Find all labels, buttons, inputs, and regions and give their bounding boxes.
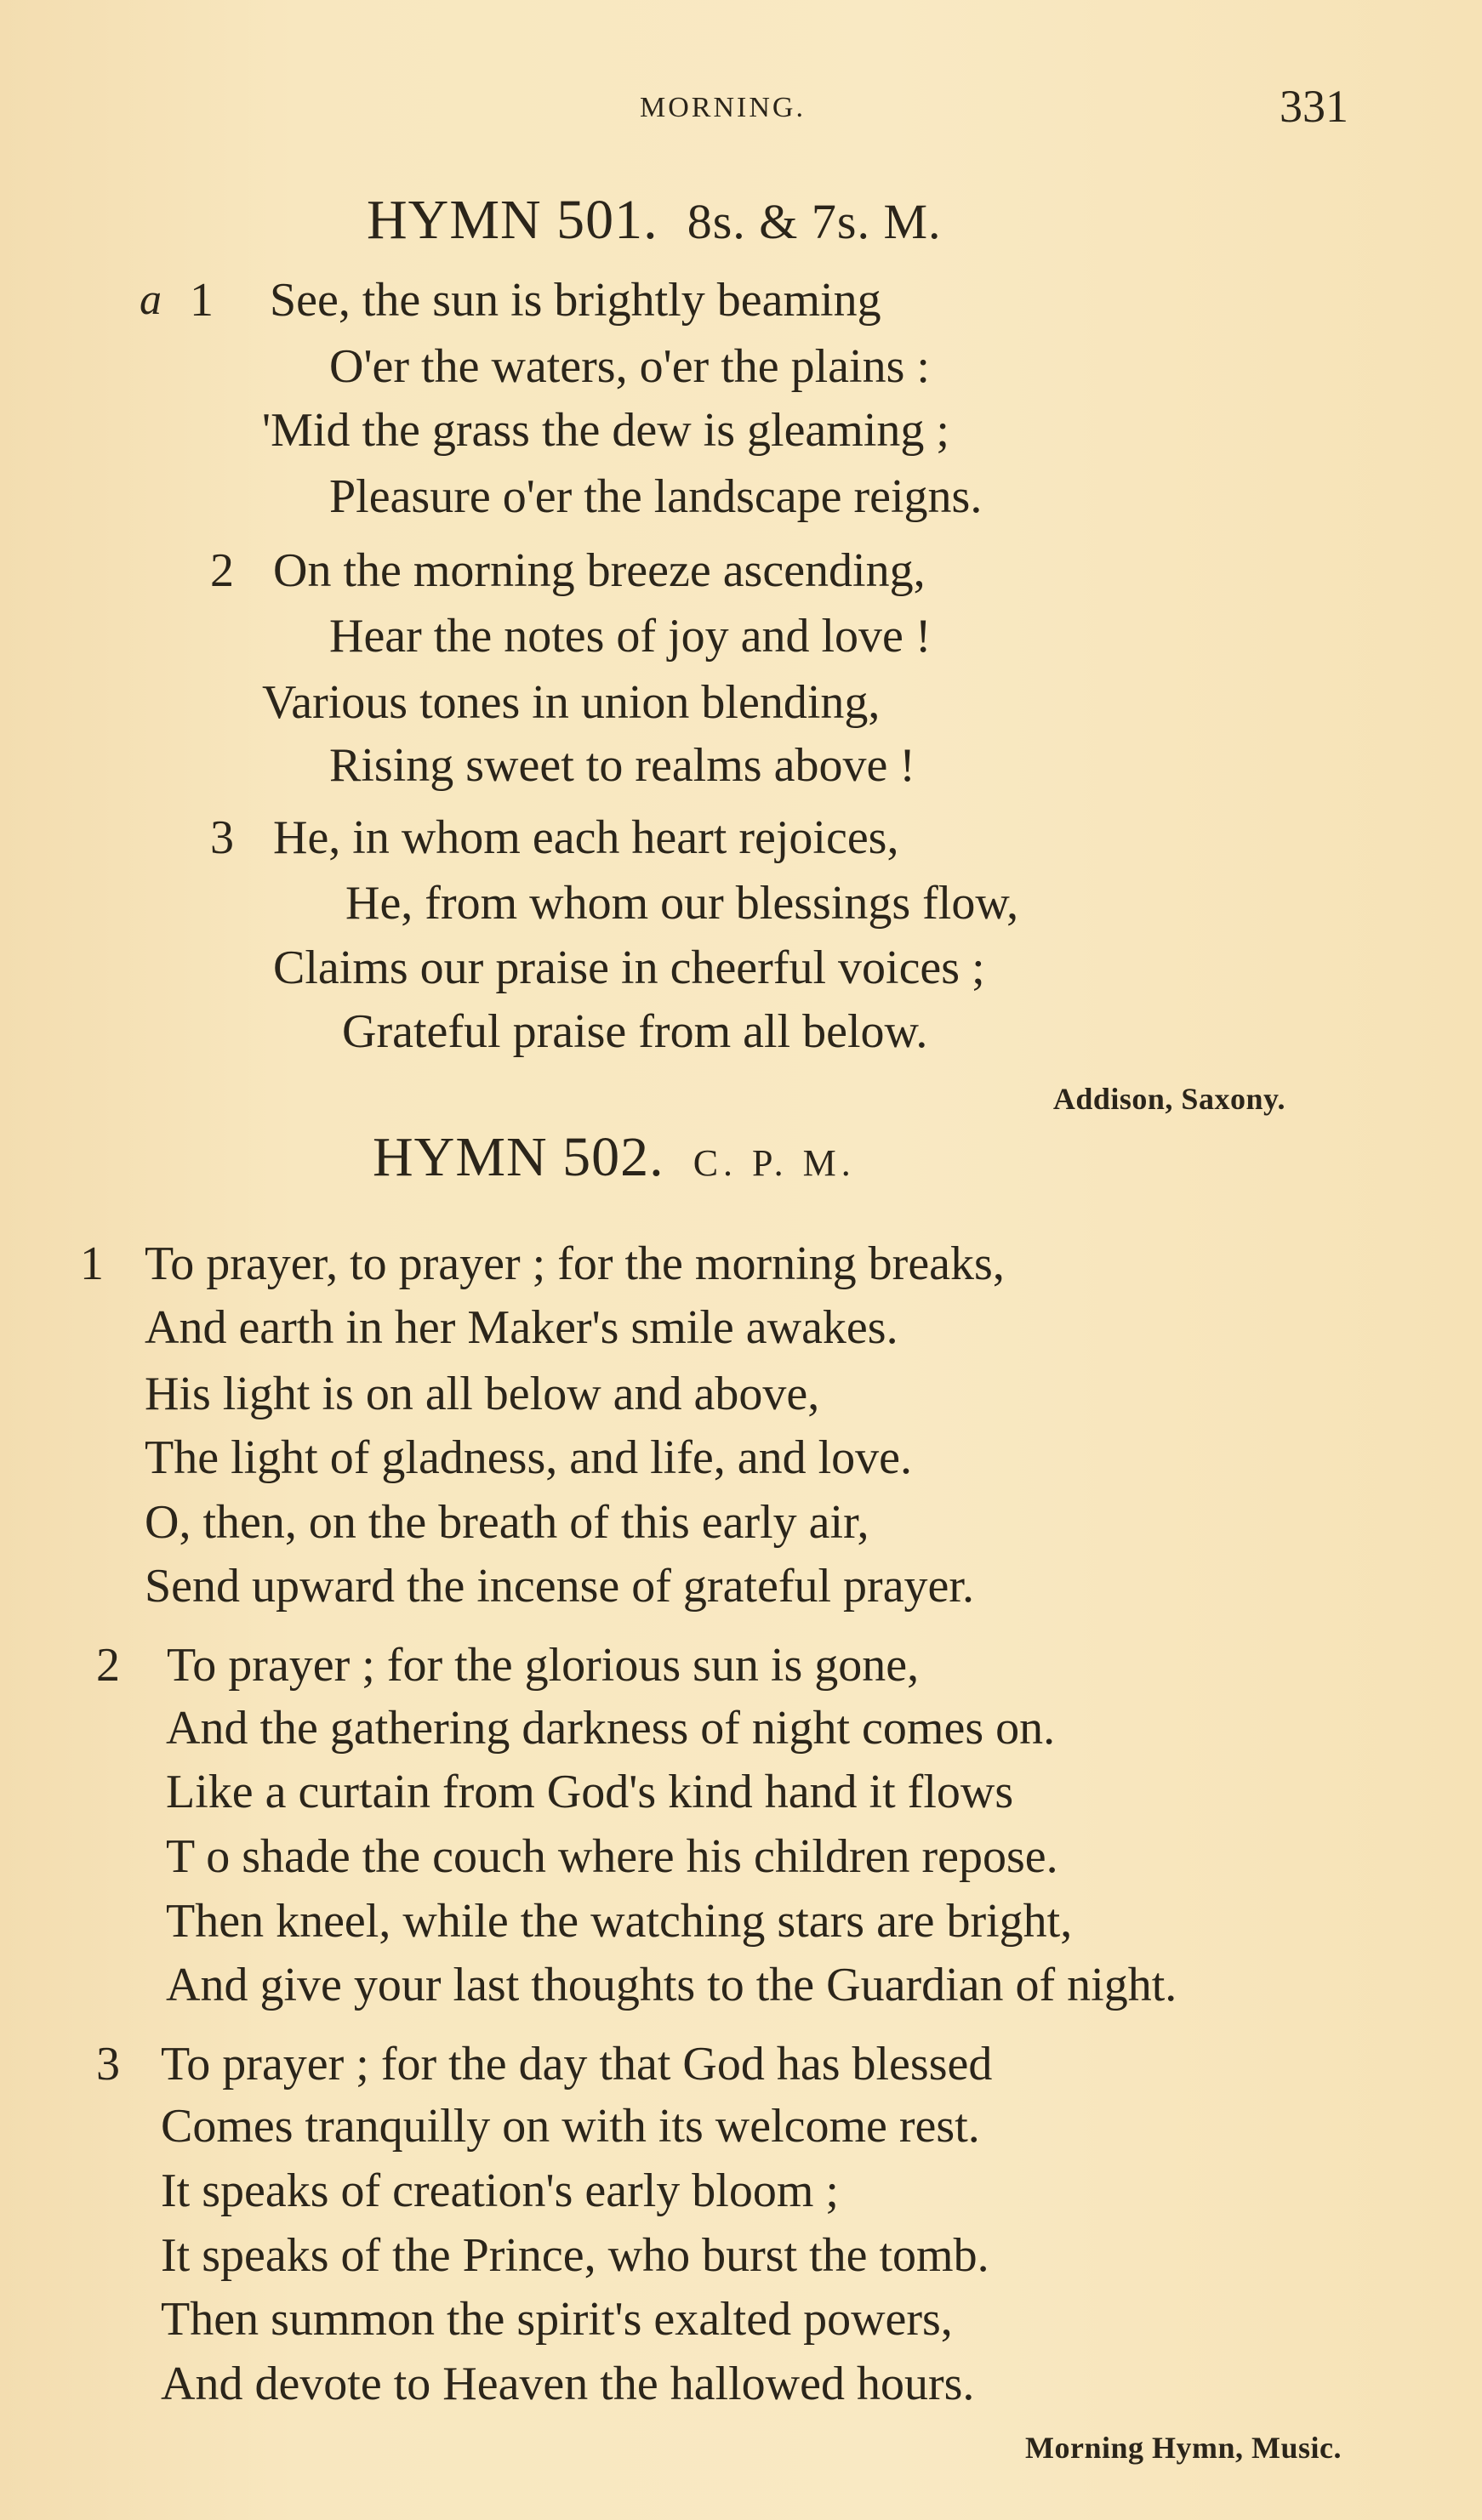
verse-line: Claims our praise in cheerful voices ;: [273, 941, 985, 994]
hymn-title: HYMN 502.: [373, 1126, 664, 1188]
verse-line: Rising sweet to realms above !: [329, 739, 915, 792]
page-number: 331: [1280, 81, 1348, 132]
verse-line: O'er the waters, o'er the plains :: [329, 340, 930, 393]
stanza-number: 1: [80, 1237, 104, 1290]
running-header: MORNING.: [640, 92, 806, 123]
verse-line: Like a curtain from God's kind hand it flows: [166, 1766, 1014, 1818]
verse-line: O, then, on the breath of this early air,: [145, 1496, 869, 1549]
verse-line: On the morning breeze ascending,: [273, 544, 926, 597]
hymn-502-heading: [373, 1126, 856, 1188]
hymn-501-heading: [367, 189, 942, 251]
verse-line: Pleasure o'er the landscape reigns.: [329, 470, 983, 523]
tune-mark: a: [140, 276, 162, 324]
verse-line: To prayer ; for the day that God has blessed: [161, 2038, 993, 2091]
verse-line: Hear the notes of joy and love !: [329, 610, 932, 663]
verse-line: Comes tranquilly on with its welcome rest.: [161, 2100, 980, 2153]
stanza-number: 3: [96, 2038, 120, 2091]
hymn-meter: 8s. & 7s. M.: [687, 194, 942, 249]
verse-line: 'Mid the grass the dew is gleaming ;: [262, 404, 949, 457]
verse-line: And the gathering darkness of night comes on.: [166, 1702, 1056, 1755]
attribution: Addison, Saxony.: [1052, 1082, 1285, 1116]
hymn-title: HYMN 501.: [367, 189, 658, 251]
hymn-meter: C. P. M.: [693, 1142, 856, 1184]
verse-line: Grateful praise from all below.: [342, 1005, 928, 1058]
verse-line: See, the sun is brightly beaming: [270, 274, 881, 327]
stanza-number: 2: [210, 544, 234, 597]
stanza-number: 1: [190, 274, 214, 327]
stanza-number: 2: [96, 1639, 120, 1692]
verse-line: And give your last thoughts to the Guardian of night.: [166, 1959, 1177, 2011]
verse-line: Send upward the incense of grateful prayer.: [145, 1560, 974, 1613]
attribution: Morning Hymn, Music.: [1024, 2431, 1342, 2465]
verse-line: And earth in her Maker's smile awakes.: [145, 1301, 898, 1354]
verse-line: His light is on all below and above,: [145, 1368, 820, 1420]
verse-line: Then summon the spirit's exalted powers,: [161, 2293, 953, 2346]
verse-line: It speaks of the Prince, who burst the tomb.: [161, 2229, 989, 2282]
stanza-number: 3: [210, 811, 234, 864]
verse-line: Various tones in union blending,: [262, 676, 881, 729]
verse-line: Then kneel, while the watching stars are bright,: [166, 1895, 1073, 1948]
verse-line: To prayer, to prayer ; for the morning breaks,: [145, 1237, 1005, 1290]
verse-line: T o shade the couch where his children repose.: [166, 1830, 1058, 1883]
verse-line: The light of gladness, and life, and love.: [145, 1431, 912, 1484]
verse-line: And devote to Heaven the hallowed hours.: [161, 2358, 975, 2410]
verse-line: He, from whom our blessings flow,: [345, 877, 1019, 930]
verse-line: It speaks of creation's early bloom ;: [161, 2164, 839, 2217]
verse-line: He, in whom each heart rejoices,: [273, 811, 899, 864]
verse-line: To prayer ; for the glorious sun is gone,: [167, 1639, 920, 1692]
